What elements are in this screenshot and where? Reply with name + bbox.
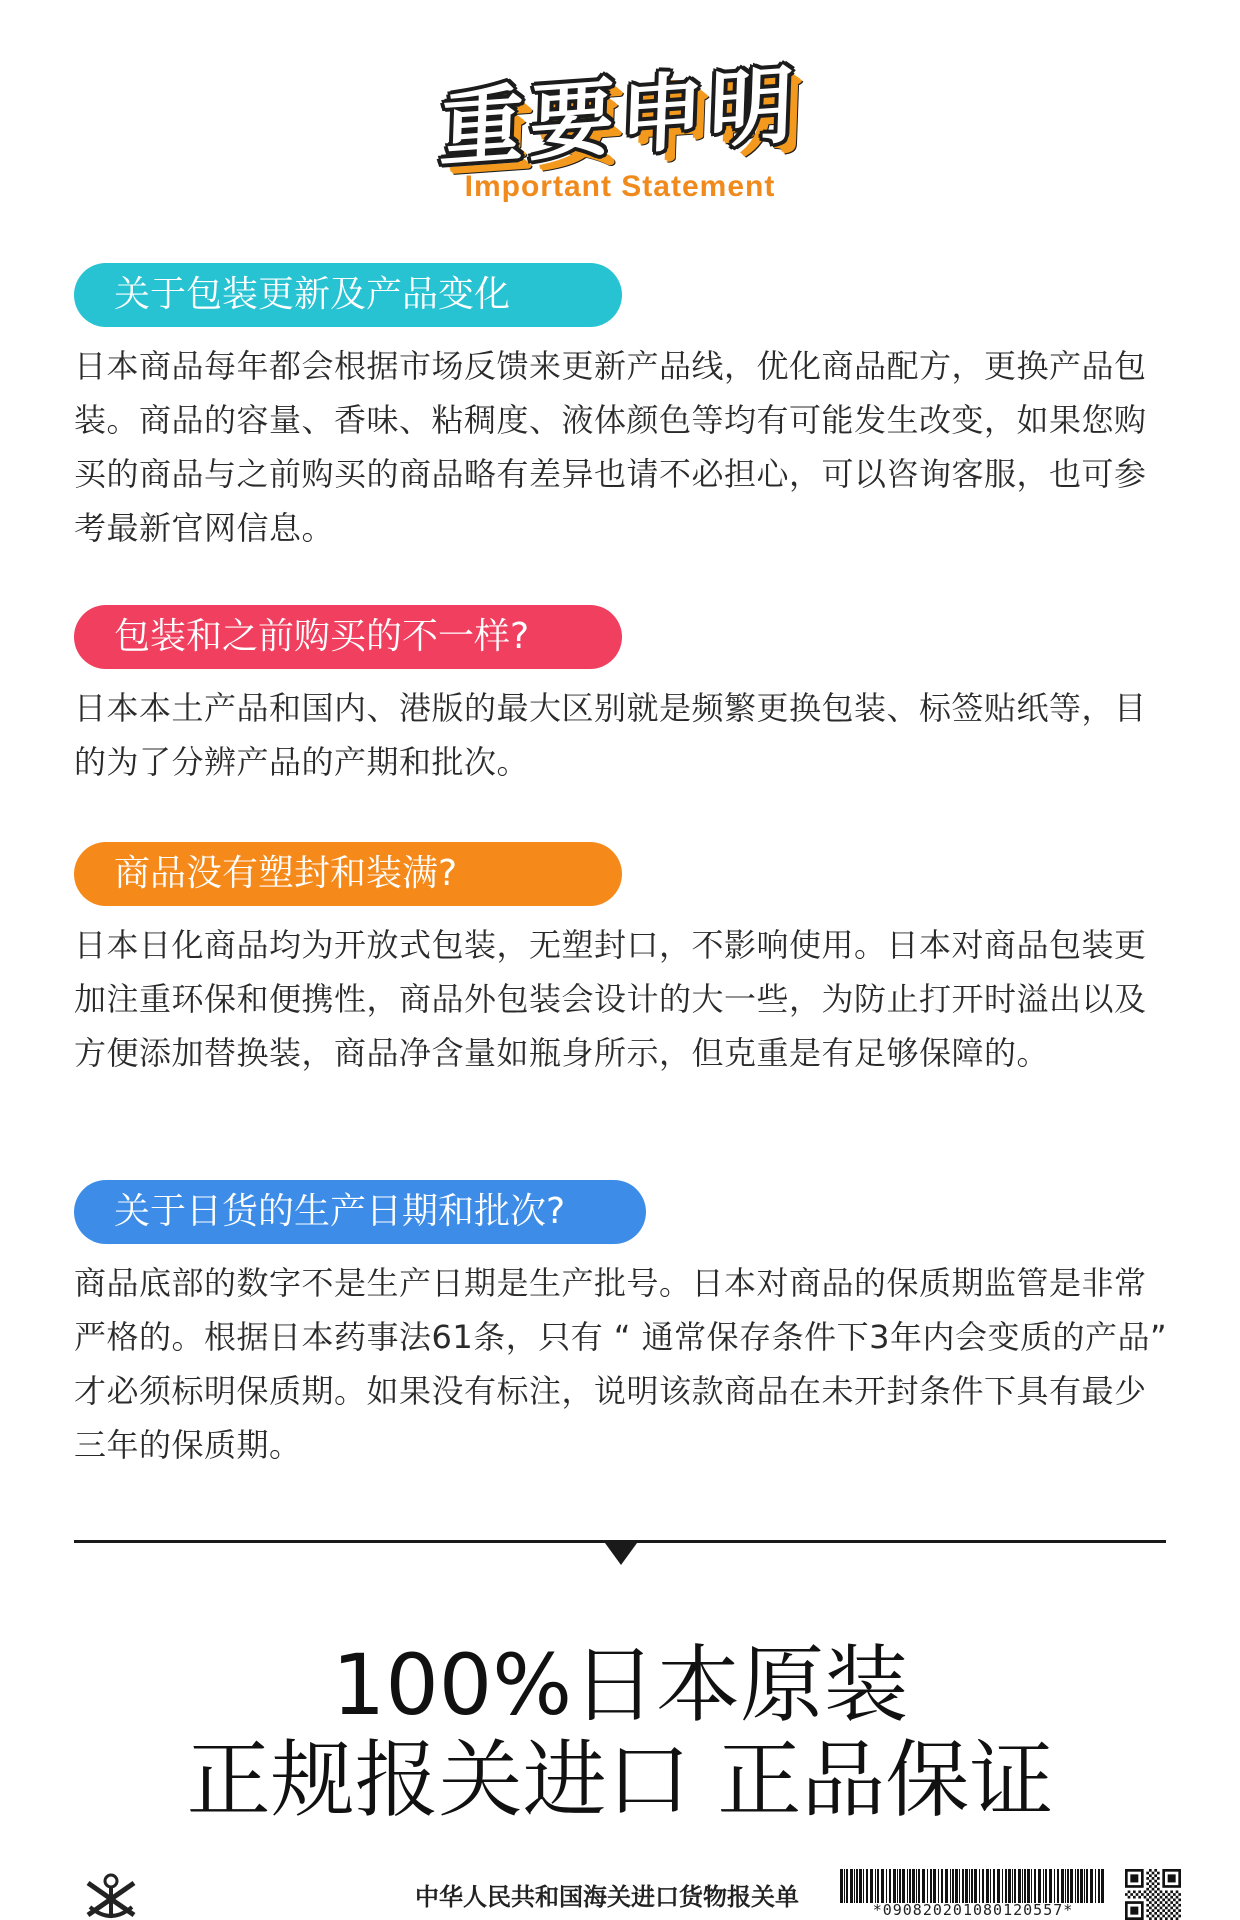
qr-module [1162,1904,1165,1907]
barcode-bar [863,1869,864,1903]
qr-module [1144,1896,1147,1899]
barcode-bar [866,1869,868,1903]
barcode-bar [971,1869,973,1903]
qr-module [1154,1869,1157,1872]
qr-module [1162,1915,1165,1918]
barcode-bar [912,1869,915,1903]
qr-module [1130,1907,1138,1915]
barcode-bar [1070,1869,1073,1903]
qr-module [1149,1901,1152,1904]
qr-module [1152,1915,1155,1918]
barcode-bar [938,1869,939,1903]
qr-module [1165,1896,1168,1899]
qr-module [1162,1909,1165,1912]
qr-module [1165,1907,1168,1910]
qr-module [1146,1899,1149,1902]
barcode-bar [902,1869,905,1903]
qr-module [1138,1896,1141,1899]
qr-module [1149,1890,1152,1893]
section-paragraph: 日本本土产品和国内、港版的最大区别就是频繁更换包装、标签贴纸等，目的为了分辨产品的产期和批次。 [74,689,1147,781]
qr-module [1176,1907,1179,1910]
qr-module [1168,1904,1171,1907]
qr-module [1168,1893,1171,1896]
barcode-bar [962,1869,964,1903]
customs-emblem-icon [80,1869,142,1919]
qr-module [1133,1896,1136,1899]
qr-module [1165,1901,1168,1904]
barcode-bar [982,1869,984,1903]
qr-module [1178,1915,1181,1918]
barcode-bar [907,1869,908,1903]
barcode-bar [846,1869,848,1903]
barcode-bar [1061,1869,1064,1903]
barcode-bar [950,1869,951,1903]
barcode-bar [1038,1869,1041,1903]
qr-module [1157,1904,1160,1907]
barcode-bar [1027,1869,1030,1903]
section-packaging-different [74,605,1174,789]
qr-module [1154,1901,1157,1904]
qr-module [1152,1893,1155,1896]
qr-module [1162,1893,1165,1896]
qr-module [1146,1904,1149,1907]
barcode-bar [859,1869,862,1903]
qr-module [1154,1890,1157,1893]
qr-module [1176,1890,1179,1893]
qr-module [1160,1912,1163,1915]
qr-module [1146,1888,1149,1891]
barcode-bar [1084,1869,1085,1903]
barcode-bar [1049,1869,1052,1903]
qr-module [1152,1899,1155,1902]
barcode-bar [1002,1869,1003,1903]
qr-module [1152,1882,1155,1885]
qr-module [1170,1896,1173,1899]
barcode-bar [1031,1869,1032,1903]
barcode-bar [1095,1869,1096,1903]
qr-module [1176,1901,1179,1904]
qr-module [1170,1912,1173,1915]
qr-module [1170,1907,1173,1910]
qr-module [1168,1899,1171,1902]
qr-module [1154,1907,1157,1910]
barcode-bar [930,1869,932,1903]
qr-module [1178,1899,1181,1902]
barcode-bar [993,1869,995,1903]
qr-module [1133,1890,1136,1893]
barcode-bar [1057,1869,1059,1903]
qr-module [1170,1890,1173,1893]
barcode-icon [838,1869,1108,1903]
barcode-bar [1005,1869,1007,1903]
barcode-number: *090820201080120557* [872,1901,1074,1919]
barcode-bar [1018,1869,1021,1903]
qr-module [1149,1869,1152,1872]
barcode-bar [870,1869,873,1903]
qr-module [1157,1872,1160,1875]
barcode-bar [974,1869,977,1903]
qr-module [1149,1907,1152,1910]
qr-module [1178,1893,1181,1896]
qr-module [1141,1893,1144,1896]
qr-module [1160,1901,1163,1904]
qr-module [1160,1890,1163,1893]
page-subtitle: Important Statement [464,170,776,203]
qr-module [1178,1904,1181,1907]
barcode-bar [1090,1869,1093,1903]
qr-module [1162,1899,1165,1902]
qr-code-icon [1125,1869,1181,1920]
qr-module [1136,1893,1139,1896]
qr-module [1168,1915,1171,1918]
barcode-bar [1012,1869,1013,1903]
section-paragraph: 商品底部的数字不是生产日期是生产批号。日本对商品的保质期监管是非常严格的。根据日本药事法61条，只有 “ 通常保存条件下3年内会变质的产品” 才必须标明保质期。如果没有标注，说明该款商品在未开封条件下具有最少三年的保质期。 [74,1264,1168,1464]
qr-module [1173,1915,1176,1918]
qr-module [1168,1909,1171,1912]
barcode-bar [1101,1869,1104,1903]
qr-module [1173,1909,1176,1912]
qr-module [1130,1893,1133,1896]
qr-module [1165,1890,1168,1893]
qr-module [1165,1912,1168,1915]
qr-module [1149,1885,1152,1888]
barcode-bar [933,1869,936,1903]
qr-module [1146,1915,1149,1918]
qr-module [1173,1893,1176,1896]
qr-module [1157,1909,1160,1912]
qr-module [1157,1882,1160,1885]
title-block [0,40,1240,210]
qr-module [1149,1874,1152,1877]
barcode-bar [955,1869,958,1903]
qr-module [1152,1909,1155,1912]
barcode-bar [1080,1869,1083,1903]
qr-module [1154,1912,1157,1915]
qr-module [1160,1907,1163,1910]
qr-module [1144,1890,1147,1893]
qr-module [1157,1915,1160,1918]
qr-module [1146,1893,1149,1896]
barcode-bar [969,1869,970,1903]
qr-module [1176,1912,1179,1915]
page-title: 重要申明 [438,55,802,179]
section-no-seal [74,842,1174,1080]
barcode-bar [990,1869,991,1903]
qr-module [1149,1912,1152,1915]
barcode-bar [1077,1869,1079,1903]
barcode-bar [850,1869,853,1903]
barcode-bar [918,1869,920,1903]
qr-module [1146,1882,1149,1885]
barcode-bar [899,1869,901,1903]
barcode-bar [875,1869,876,1903]
section-paragraph: 日本日化商品均为开放式包装，无塑封口，不影响使用。日本对商品包装更加注重环保和便携性，商品外包装会设计的大一些，为防止打开时溢出以及方便添加替换装，商品净含量如瓶身所示，但克重是有足够保障的。 [74,926,1147,1072]
barcode-bar [840,1869,843,1903]
slogan-line-2: 正规报关进口 正品保证 [186,1731,1054,1829]
barcode-bar [997,1869,1000,1903]
qr-module [1157,1877,1160,1880]
section-production-date [74,1180,1174,1472]
barcode-bar [881,1869,884,1903]
customs-declaration-title: 中华人民共和国海关进口货物报关单 [415,1882,799,1911]
barcode-bar [856,1869,858,1903]
slogan-line-1: 100%日本原装 [331,1636,909,1734]
qr-module [1154,1874,1157,1877]
barcode-bar [965,1869,968,1903]
qr-module [1128,1890,1131,1893]
qr-module [1157,1888,1160,1891]
qr-module [1173,1904,1176,1907]
qr-module [1157,1899,1160,1902]
barcode-bar [1065,1869,1066,1903]
qr-module [1146,1872,1149,1875]
qr-module [1146,1909,1149,1912]
barcode-bar [927,1869,928,1903]
qr-module [1152,1888,1155,1891]
barcode-bar [1067,1869,1069,1903]
qr-module [1152,1872,1155,1875]
section-heading-pill: 商品没有塑封和装满? [74,842,622,906]
qr-module [1178,1909,1181,1912]
qr-module [1154,1896,1157,1899]
barcode-bar [1054,1869,1055,1903]
qr-module [1173,1899,1176,1902]
qr-module [1149,1880,1152,1883]
barcode-bar [916,1869,917,1903]
qr-module [1176,1896,1179,1899]
barcode-bar [1022,1869,1023,1903]
qr-module [1138,1890,1141,1893]
qr-module [1157,1893,1160,1896]
qr-module [1152,1904,1155,1907]
barcode-bar [986,1869,989,1903]
barcode-bar [854,1869,855,1903]
barcode-bar [844,1869,845,1903]
barcode-bar [893,1869,896,1903]
barcode-bar [952,1869,954,1903]
divider-arrow-icon [605,1543,637,1565]
qr-module [1160,1896,1163,1899]
barcode-bar [1024,1869,1026,1903]
qr-module [1170,1901,1173,1904]
barcode-bar [941,1869,943,1903]
section-heading-pill: 关于日货的生产日期和批次? [74,1180,646,1244]
barcode-bar [1086,1869,1088,1903]
qr-module [1168,1874,1176,1882]
qr-module [1146,1877,1149,1880]
footer-customs-strip [0,1865,1240,1920]
qr-module [1154,1880,1157,1883]
qr-module [1128,1896,1131,1899]
qr-module [1152,1877,1155,1880]
barcode-bar [922,1869,925,1903]
barcode-bar [1098,1869,1100,1903]
section-packaging-update [74,263,1174,555]
barcode-bar [1075,1869,1076,1903]
barcode-bar [1045,1869,1047,1903]
barcode-bar [1043,1869,1044,1903]
qr-module [1125,1893,1128,1896]
section-heading-pill: 包装和之前购买的不一样? [74,605,622,669]
section-heading-pill: 关于包装更新及产品变化 [74,263,622,327]
qr-module [1130,1874,1138,1882]
barcode-bar [959,1869,960,1903]
barcode-bar [979,1869,980,1903]
barcode-bar [945,1869,948,1903]
barcode-bar [1034,1869,1036,1903]
barcode-bar [897,1869,898,1903]
barcode-bar [1014,1869,1016,1903]
barcode-bar [1008,1869,1011,1903]
barcode-bar [889,1869,891,1903]
qr-module [1154,1885,1157,1888]
barcode-bar [886,1869,887,1903]
barcode-bar [877,1869,879,1903]
barcode-bar [909,1869,911,1903]
qr-module [1149,1896,1152,1899]
section-paragraph: 日本商品每年都会根据市场反馈来更新产品线，优化商品配方，更换产品包装。商品的容量、香味、粘稠度、液体颜色等均有可能发生改变，如果您购买的商品与之前购买的商品略有差异也请不必担心，可以咨询客服，也可参考最新官网信息。 [74,347,1147,547]
